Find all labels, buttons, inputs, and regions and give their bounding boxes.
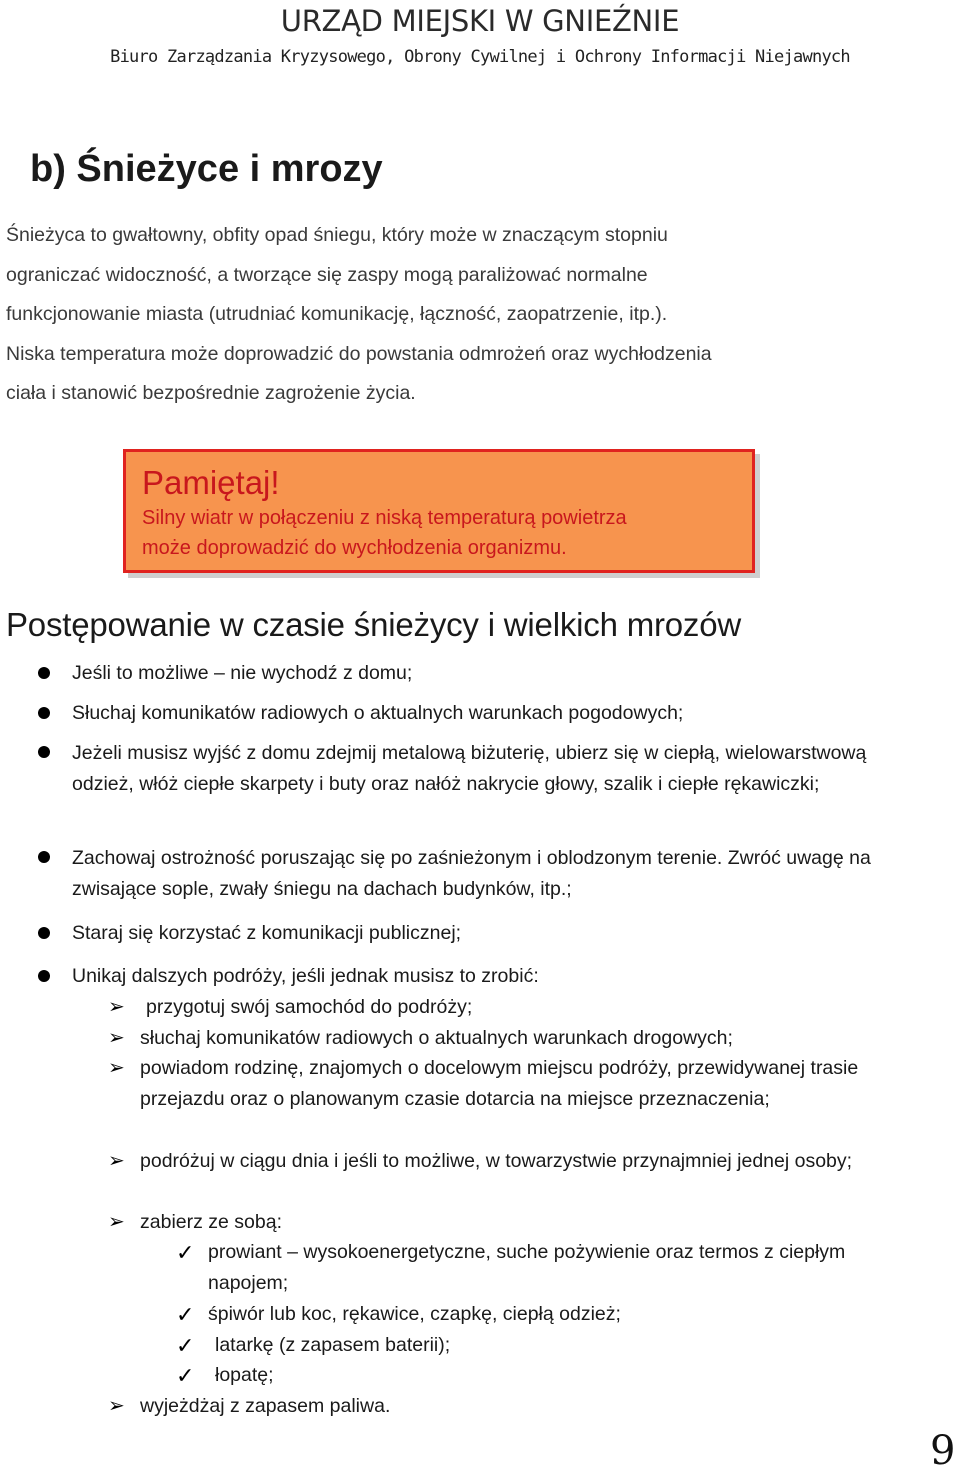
intro-line: ciała i stanowić bezpośrednie zagrożenie życia. <box>6 382 416 404</box>
bullet-item: Staraj się korzystać z komunikacji publicznej; <box>72 922 462 944</box>
sub-item: zabierz ze sobą: <box>140 1211 282 1233</box>
page-number: 9 <box>930 1428 956 1474</box>
intro-line: Niska temperatura może doprowadzić do powstania odmrożeń oraz wychłodzenia <box>6 342 712 365</box>
sub-item: podróżuj w ciągu dnia i jeśli to możliwe, w towarzystwie przynajmniej jednej osoby; <box>140 1150 853 1172</box>
arrow-bullet-icon: ➢ <box>108 1211 125 1233</box>
sub-item: słuchaj komunikatów radiowych o aktualnych warunkach drogowych; <box>140 1027 733 1049</box>
checkmark-icon: ✓ <box>176 1363 195 1388</box>
sub-item: powiadom rodzinę, znajomych o docelowym miejscu podróży, przewidywanej trasie przejazdu oraz o planowanym czasie dotarcia na miejsce przeznaczenia; <box>140 1057 859 1110</box>
intro-line: ograniczać widoczność, a tworzące się zaspy mogą paraliżować normalne <box>6 263 648 286</box>
bullet-dot-icon <box>38 851 50 863</box>
check-item: śpiwór lub koc, rękawice, czapkę, ciepłą odzież; <box>208 1303 621 1325</box>
procedure-title: Postępowanie w czasie śnieżycy i wielkich mrozów <box>6 606 742 643</box>
callout-title: Pamiętaj! <box>142 464 280 501</box>
bullet-dot-icon <box>38 746 50 758</box>
checkmark-icon: ✓ <box>176 1240 195 1265</box>
callout-text-line: może doprowadzić do wychłodzenia organizmu. <box>142 537 567 559</box>
intro-paragraph <box>6 216 886 414</box>
bullet-dot-icon <box>38 667 50 679</box>
bullet-item: Słuchaj komunikatów radiowych o aktualnych warunkach pogodowych; <box>72 702 684 724</box>
bullet-dot-icon <box>38 927 50 939</box>
header-title: URZĄD MIEJSKI W GNIEŹNIE <box>280 4 680 38</box>
arrow-bullet-icon: ➢ <box>108 1395 125 1417</box>
checkmark-icon: ✓ <box>176 1302 195 1327</box>
warning-callout <box>123 449 755 573</box>
intro-line: funkcjonowanie miasta (utrudniać komunikację, łączność, zaopatrzenie, itp.). <box>6 303 668 325</box>
check-item: łopatę; <box>215 1364 274 1386</box>
sub-item: wyjeżdżaj z zapasem paliwa. <box>140 1395 391 1417</box>
arrow-bullet-icon: ➢ <box>108 1150 125 1172</box>
arrow-bullet-icon: ➢ <box>108 1057 125 1079</box>
bullet-item: Zachowaj ostrożność poruszając się po zaśnieżonym i oblodzonym terenie. Zwróć uwagę na zwisające sople, zwały śniegu na dachach budynków, itp.; <box>72 847 871 900</box>
bullet-dot-icon <box>38 970 50 982</box>
check-item: latarkę (z zapasem baterii); <box>215 1334 451 1356</box>
header-subtitle: Biuro Zarządzania Kryzysowego, Obrony Cywilnej i Ochrony Informacji Niejawnych <box>110 47 850 67</box>
checkmark-icon: ✓ <box>176 1333 195 1358</box>
arrow-bullet-icon: ➢ <box>108 1027 125 1049</box>
bullet-item: Unikaj dalszych podróży, jeśli jednak musisz to zrobić: <box>72 965 539 987</box>
intro-line: Śnieżyca to gwałtowny, obfity opad śniegu, który może w znaczącym stopniu <box>6 224 668 246</box>
sub-item: przygotuj swój samochód do podróży; <box>146 996 473 1018</box>
check-item: prowiant – wysokoenergetyczne, suche pożywienie oraz termos z ciepłym napojem; <box>208 1241 846 1294</box>
bullet-item: Jeżeli musisz wyjść z domu zdejmij metalową biżuterię, ubierz się w ciepłą, wielowarstwową odzież, włóż ciepłe skarpety i buty oraz nałóż nakrycie głowy, szalik i ciepłe rękawiczki; <box>72 742 867 795</box>
arrow-bullet-icon: ➢ <box>108 996 125 1018</box>
bullet-item: Jeśli to możliwe – nie wychodź z domu; <box>72 662 413 684</box>
section-title: b) Śnieżyce i mrozy <box>30 148 383 190</box>
callout-text-line: Silny wiatr w połączeniu z niską temperaturą powietrza <box>142 507 627 529</box>
bullet-dot-icon <box>38 707 50 719</box>
